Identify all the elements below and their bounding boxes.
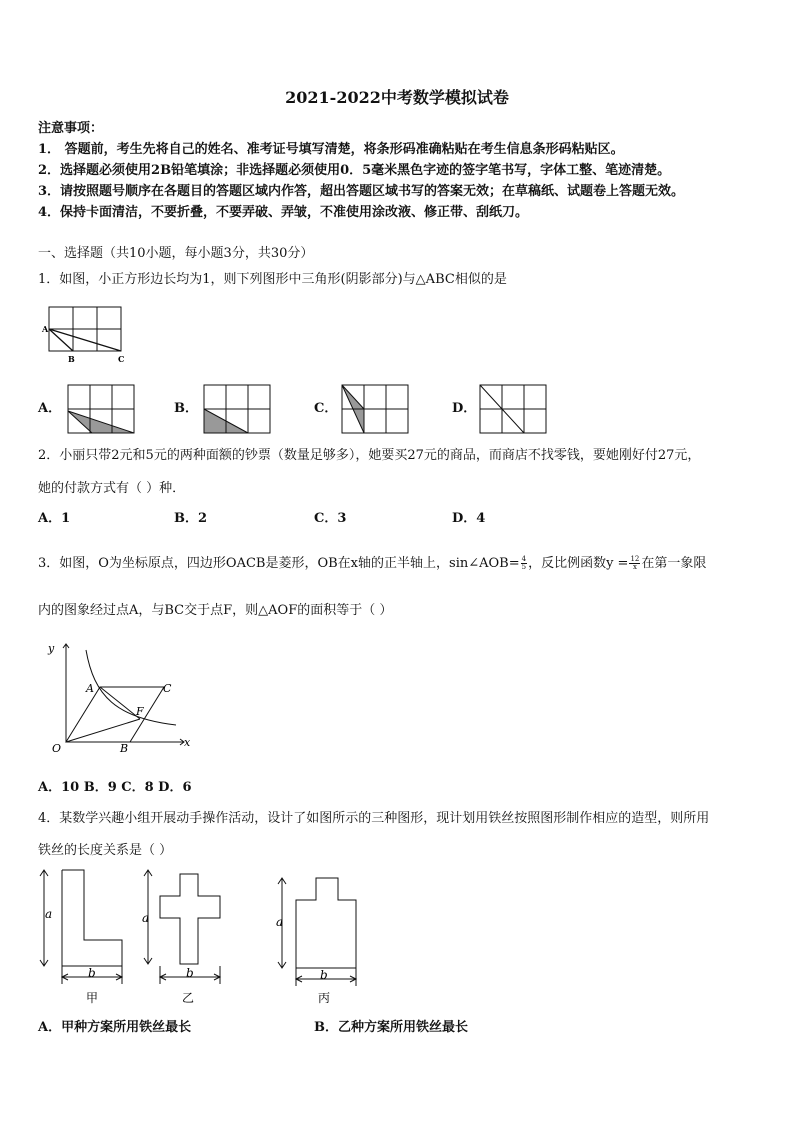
section-choice-heading: 一、选择题（共10小题，每小题3分，共30分） [38, 246, 314, 261]
q3-stem-line1 [38, 556, 706, 572]
q3-label-b: B [120, 742, 129, 755]
q3-sin-denominator: 5 [521, 563, 527, 571]
q1-label-c: C [118, 354, 125, 364]
notice-item-2: 2．选择题必须使用2B铅笔填涂；非选择题必须使用0．5毫米黑色字迹的签字笔书写，字体工整、笔迹清楚。 [38, 163, 671, 178]
q4-option-b: B．乙种方案所用铁丝最长 [314, 1020, 468, 1035]
q3-label-y: y [48, 642, 55, 655]
q1-option-a-label: A． [38, 401, 62, 416]
q2-option-a: A．1 [38, 511, 71, 526]
q3-sin-fraction [521, 556, 527, 571]
q1-option-c-figure [338, 381, 414, 435]
q1-triangle-figure [40, 303, 140, 363]
q4-jia-a-label: a [45, 907, 53, 921]
q3-function-fraction [629, 556, 640, 571]
q3-label-x: x [184, 736, 191, 749]
q2-stem-line1: 2．小丽只带2元和5元的两种面额的钞票（数量足够多），她要买27元的商品，而商店不找零钱，要她刚好付27元， [38, 448, 701, 463]
q3-text-part3: 在第一象限 [641, 556, 707, 571]
q1-option-b-figure [200, 381, 276, 435]
q3-text-part1: 3．如图，O为坐标原点，四边形OACB是菱形，OB在x轴的正半轴上，sin∠AOB= [38, 556, 520, 571]
notice-heading: 注意事项： [38, 121, 104, 136]
q3-label-f: F [136, 705, 144, 718]
q1-option-c-label: C． [314, 401, 338, 416]
q3-label-c: C [163, 682, 172, 695]
q3-label-o: O [52, 742, 62, 755]
q2-option-b: B．2 [174, 511, 208, 526]
q1-option-a-figure [64, 383, 136, 435]
q4-jia-caption: 甲 [86, 991, 99, 1005]
notice-item-4: 4．保持卡面清洁，不要折叠，不要弄破、弄皱，不准使用涂改液、修正带、刮纸刀。 [38, 205, 529, 220]
q2-option-c: C．3 [314, 511, 347, 526]
q2-option-d: D．4 [452, 511, 486, 526]
q4-bing-a-label: a [276, 915, 284, 929]
q4-yi-a-label: a [142, 911, 150, 925]
q1-label-a: A [42, 324, 49, 334]
q3-rhombus-graph [46, 636, 196, 756]
q4-bing-caption: 丙 [318, 991, 331, 1005]
page-title: 2021-2022中考数学模拟试卷 [285, 88, 509, 107]
q4-option-a: A．甲种方案所用铁丝最长 [38, 1020, 192, 1035]
q1-option-b-label: B． [174, 401, 198, 416]
q3-function-denominator: x [632, 563, 637, 571]
q3-function-numerator: 12 [630, 555, 640, 563]
q3-stem-line2: 内的图象经过点A，与BC交于点F，则△AOF的面积等于（ ） [38, 603, 393, 618]
q4-yi-caption: 乙 [182, 991, 195, 1005]
q4-yi-b-label: b [186, 966, 194, 980]
q4-stem-line1: 4．某数学兴趣小组开展动手操作活动，设计了如图所示的三种图形，现计划用铁丝按照图形制作相应的造型，则所用 [38, 811, 710, 826]
q2-stem-line2: 她的付款方式有（ ）种． [38, 481, 186, 496]
q4-bing-b-label: b [320, 968, 328, 982]
notice-item-1: 1． 答题前，考生先将自己的姓名、准考证号填写清楚，将条形码准确粘贴在考生信息条形码粘贴区。 [38, 142, 624, 157]
q3-sin-numerator: 4 [521, 555, 527, 563]
q1-option-d-label: D． [452, 401, 477, 416]
q3-options: A．10 B．9 C．8 D．6 [38, 780, 192, 795]
q4-jia-b-label: b [88, 966, 96, 980]
q1-option-d-figure [476, 381, 552, 435]
notice-item-3: 3．请按照题号顺序在各题目的答题区域内作答，超出答题区域书写的答案无效；在草稿纸、试题卷上答题无效。 [38, 184, 685, 199]
q3-label-a: A [86, 682, 94, 695]
q1-stem: 1．如图，小正方形边长均为1，则下列图形中三角形(阴影部分)与△ABC相似的是 [38, 272, 507, 287]
q1-label-b: B [68, 354, 75, 364]
q3-text-part2: ，反比例函数y = [528, 556, 629, 571]
q4-wire-shapes-figure [36, 866, 376, 1006]
q4-stem-line2: 铁丝的长度关系是（ ） [38, 843, 173, 858]
